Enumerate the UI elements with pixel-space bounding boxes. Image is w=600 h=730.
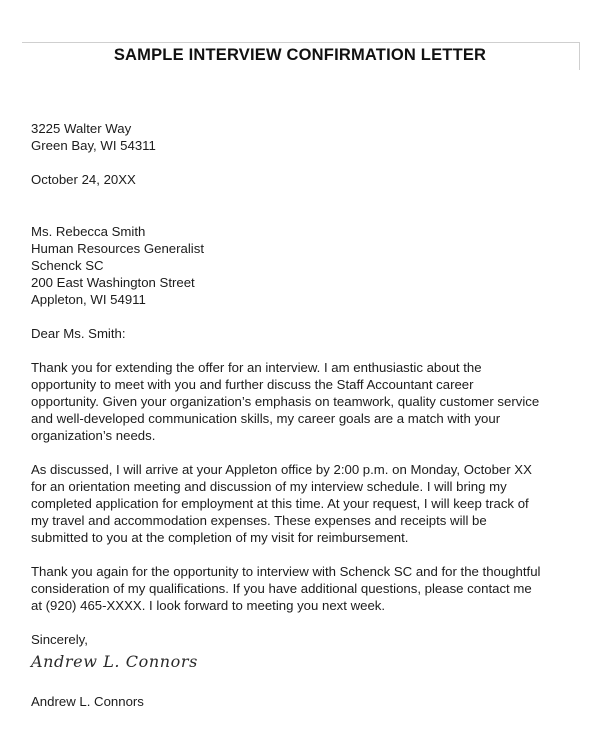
recipient-company: Schenck SC [31,258,104,273]
handwritten-signature: Andrew L. Connors [31,652,198,671]
page-border-top [22,42,579,43]
paragraph-1 [31,359,576,444]
letter-title: SAMPLE INTERVIEW CONFIRMATION LETTER [113,46,487,64]
recipient-title: Human Resources Generalist [31,241,204,256]
sender-street: 3225 Walter Way [31,121,132,136]
paragraph-line: submitted to you at the completion of my visit for reimbursement. [31,530,409,545]
salutation [31,325,576,342]
paragraph-line: for an orientation meeting and discussion of my interview schedule. I will bring my [31,479,507,494]
typed-name: Andrew L. Connors [31,694,144,709]
paragraph-line: opportunity to meet with you and further discuss the Staff Accountant career [31,377,474,392]
paragraph-line: As discussed, I will arrive at your Appleton office by 2:00 p.m. on Monday, October XX [31,462,532,477]
closing-text: Sincerely, [31,632,88,647]
paragraph-line: completed application for employment at this time. At your request, I will keep track of [31,496,529,511]
paragraph-2 [31,461,576,546]
salutation-text: Dear Ms. Smith: [31,326,126,341]
paragraph-line: consideration of my qualifications. If you have additional questions, please contact me [31,581,532,596]
paragraph-line: my travel and accommodation expenses. These expenses and receipts will be [31,513,487,528]
paragraph-line: Thank you again for the opportunity to interview with Schenck SC and for the thoughtful [31,564,541,579]
sender-city: Green Bay, WI 54311 [31,138,156,153]
letter-date [31,171,576,188]
paragraph-line: Thank you for extending the offer for an interview. I am enthusiastic about the [31,360,482,375]
recipient-name: Ms. Rebecca Smith [31,224,146,239]
paragraph-line: at (920) 465-XXXX. I look forward to meeting you next week. [31,598,386,613]
recipient-address [31,223,576,308]
letter-body [31,120,576,648]
recipient-city: Appleton, WI 54911 [31,292,146,307]
date-text: October 24, 20XX [31,172,136,187]
paragraph-3 [31,563,576,614]
recipient-street: 200 East Washington Street [31,275,195,290]
closing [31,631,576,648]
sender-address [31,120,576,154]
paragraph-line: and well-developed communication skills, my career goals are a match with your [31,411,501,426]
paragraph-line: organization’s needs. [31,428,156,443]
paragraph-line: opportunity. Given your organization’s emphasis on teamwork, quality customer service [31,394,540,409]
